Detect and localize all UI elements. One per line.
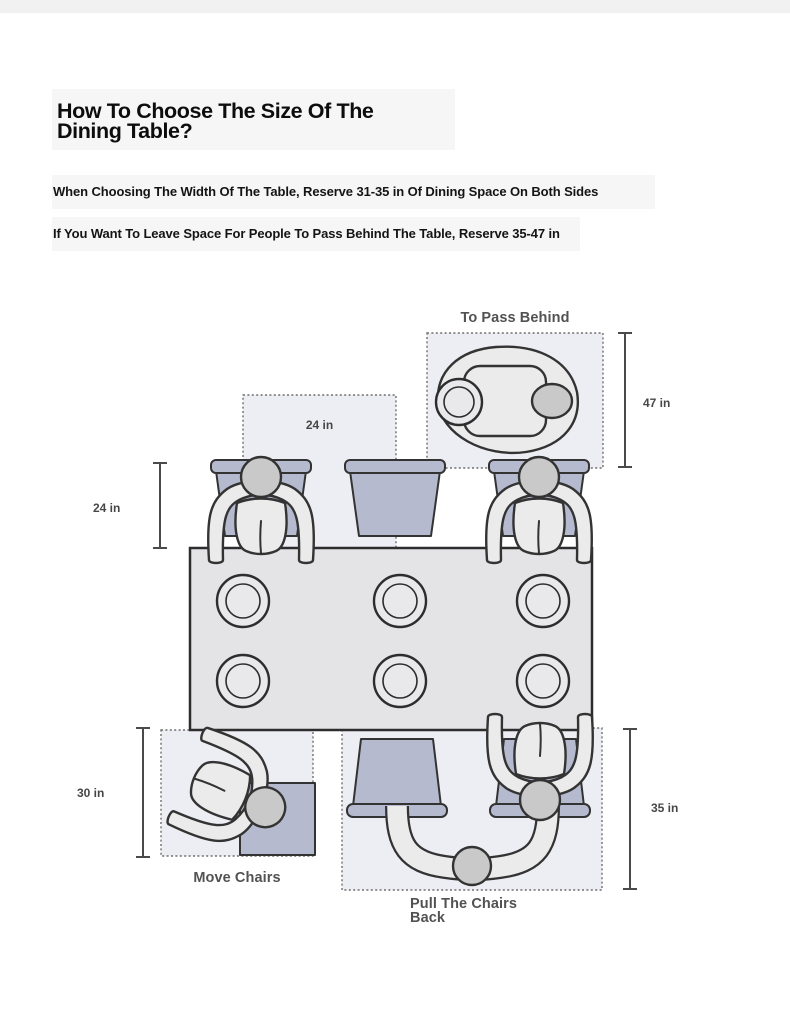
pull-chairs-label-line2: Back [410, 909, 446, 926]
dim-line-47 [618, 333, 632, 467]
dim-35in-label: 35 in [651, 801, 679, 815]
subtitle-pass-rule: If You Want To Leave Space For People To Pass Behind The Table, Reserve 35-47 in [53, 226, 560, 241]
plate [217, 575, 269, 627]
pull-chairs-label [410, 898, 517, 925]
dim-24in-spacing-label: 24 in [305, 418, 334, 432]
plate [517, 575, 569, 627]
page-title-line1: How To Choose The Size Of The [57, 99, 374, 123]
to-pass-behind-label: To Pass Behind [460, 310, 570, 326]
plate [374, 575, 426, 627]
chair-pulled-left [347, 739, 447, 817]
dim-line-30 [136, 728, 150, 857]
plate [374, 655, 426, 707]
dim-24in-side-label: 24 in [93, 501, 121, 515]
plate [517, 655, 569, 707]
dim-30in-label: 30 in [77, 786, 105, 800]
dim-line-side-24 [153, 463, 167, 548]
dim-line-35 [623, 729, 637, 889]
walker-shoulder-ring [436, 379, 482, 425]
move-chairs-label: Move Chairs [193, 870, 281, 886]
chair-top-middle [345, 460, 445, 536]
subtitle-width-rule: When Choosing The Width Of The Table, Reserve 31-35 in Of Dining Space On Both Sides [53, 184, 599, 199]
page-title-line2: Dining Table? [57, 119, 193, 143]
dim-47in-label: 47 in [643, 396, 671, 410]
pull-chairs-label-line1: Pull The Chairs [410, 896, 518, 912]
plate [217, 655, 269, 707]
dining-table [190, 548, 592, 730]
